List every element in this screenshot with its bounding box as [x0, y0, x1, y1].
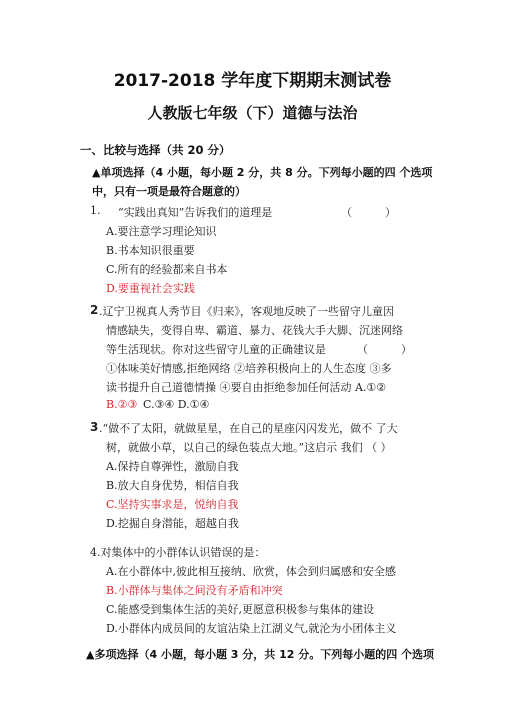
answer-bracket: （ ） [357, 343, 412, 356]
question-2-line-5: 读书提升自己道德情操 ④要自由拒绝参加任何活动 A.①② [106, 381, 387, 394]
question-3-number: 3 [90, 420, 99, 434]
question-3-line-2: 树，就做小草，以自己的绿色装点大地。”这启示 我们 （ ） [106, 441, 392, 454]
question-3-option-b: B.放大自身优势，相信自我 [106, 479, 239, 492]
question-4-stem: 4.对集体中的小群体认识错误的是： [90, 546, 266, 559]
answer-bracket: （ ） [341, 206, 396, 219]
question-1-option-a: A.要注意学习理论知识 [106, 225, 217, 238]
question-2-number: 2 [90, 303, 99, 317]
page-title: 2017-2018 学年度下期期末测试卷 [113, 71, 392, 91]
question-4-option-a: A.在小群体中,彼此相互接纳、欣赏，体会到归属感和安全感 [106, 565, 396, 578]
question-2-line-1: .辽宁卫视真人秀节目《归来》，客观地反映了一些留守儿童因 [99, 305, 394, 318]
question-1-option-c: C.所有的经验都来自书本 [106, 263, 228, 276]
question-1-option-d: D.要重视社会实践 [106, 282, 195, 295]
question-1-number: 1. [90, 204, 101, 217]
question-3-option-a: A.保持自尊弹性，激励自我 [106, 460, 239, 473]
question-4-option-d: D.小群体内成员间的友谊沾染上江湖义气,就沦为小团体主义 [106, 622, 397, 635]
single-choice-instructions-cont: 中，只有一项是最符合题意的） [92, 185, 246, 198]
page-subtitle: 人教版七年级（下）道德与法治 [147, 104, 358, 122]
question-2-option-b: B.②③ [106, 398, 138, 411]
question-1-stem: “实践出真知”告诉我们的道理是 [118, 206, 273, 219]
question-4-option-b: B.小群体与集体之间没有矛盾和冲突 [106, 584, 283, 597]
question-2-line-4: ①体味美好情感,拒绝网络 ②培养积极向上的人生态度 ③多 [106, 362, 392, 375]
question-4-option-c: C.能感受到集体生活的美好,更愿意积极参与集体的建设 [106, 603, 375, 616]
question-3-option-d: D.挖掘自身潜能，超越自我 [106, 517, 239, 530]
question-3-option-c: C.坚持实事求是，悦纳自我 [106, 498, 239, 511]
question-2-options-cd: C.③④ D.①④ [143, 398, 210, 411]
question-3-line-1: .“做不了太阳，就做星星，在自己的星座闪闪发光，做不 了大 [99, 422, 398, 435]
multi-choice-instructions: ▲多项选择（4 小题，每小题 3 分，共 12 分。下列每小题的四 个选项 [86, 648, 435, 661]
section-heading: 一、比较与选择（共 20 分） [80, 143, 231, 157]
single-choice-instructions: ▲单项选择（4 小题，每小题 2 分，共 8 分。下列每小题的四 个选项 [92, 166, 433, 179]
question-1-option-b: B.书本知识很重要 [106, 244, 195, 257]
question-2-line-2: 情感缺失，变得自卑、霸道、暴力、花钱大手大脚、沉迷网络 [106, 324, 403, 337]
question-2-line-3: 等生活现状。你对这些留守儿童的正确建议是 [106, 343, 326, 356]
